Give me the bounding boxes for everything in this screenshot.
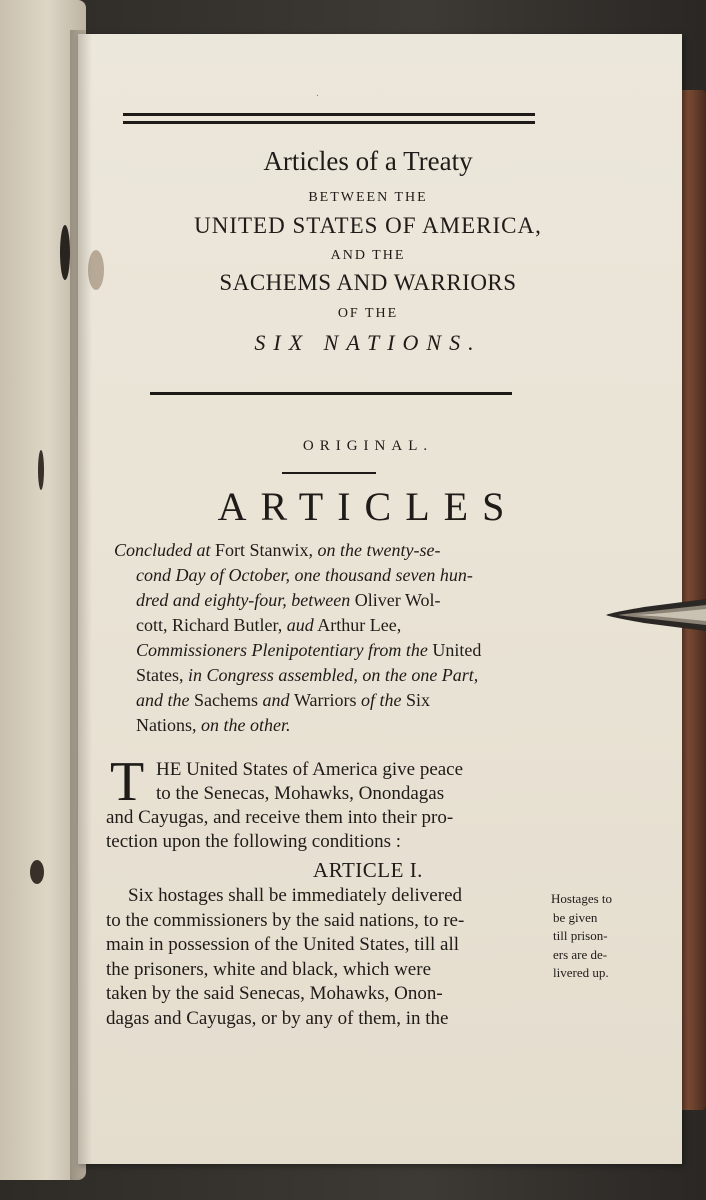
text-line bbox=[114, 613, 546, 638]
text-run: and the bbox=[136, 690, 194, 710]
text-run: in Congress assembled, on the one Part, bbox=[188, 665, 479, 685]
section-rule bbox=[150, 392, 512, 395]
text-line: Six hostages shall be immediately delivered bbox=[128, 885, 463, 906]
text-run: Six bbox=[406, 690, 431, 710]
short-rule bbox=[282, 472, 376, 474]
intro-paragraph bbox=[106, 758, 546, 854]
articles-heading: ARTICLES bbox=[217, 484, 519, 529]
title-line: BETWEEN THE bbox=[308, 190, 428, 205]
title-line: Articles of a Treaty bbox=[263, 146, 473, 176]
top-rule bbox=[123, 121, 535, 124]
text-line bbox=[114, 588, 546, 613]
article-paragraph bbox=[106, 884, 546, 1031]
text-run: cott, Richard Butler, bbox=[136, 615, 287, 635]
paper-blemish: ˑ bbox=[316, 92, 319, 103]
text-line: main in possession of the United States, till all bbox=[106, 934, 460, 955]
original-heading: ORIGINAL. bbox=[302, 438, 434, 454]
text-line bbox=[114, 538, 546, 563]
text-run: States, bbox=[136, 665, 188, 685]
text-run: aud bbox=[286, 615, 314, 635]
margin-line: ers are de- bbox=[553, 946, 608, 962]
title-line: SACHEMS AND WARRIORS bbox=[219, 270, 517, 295]
text-run: , on the twenty-se- bbox=[308, 540, 441, 560]
text-run: Nations, bbox=[136, 715, 201, 735]
margin-line: be given bbox=[553, 909, 598, 925]
text-line bbox=[114, 713, 546, 738]
margin-line: Hostages to bbox=[551, 891, 613, 906]
text-run: and bbox=[257, 690, 294, 710]
title-line: AND THE bbox=[330, 248, 406, 263]
ink-stain bbox=[60, 225, 70, 280]
text-line bbox=[114, 663, 546, 688]
margin-line: till prison- bbox=[553, 928, 608, 943]
text-line: taken by the said Senecas, Mohawks, Onon- bbox=[106, 983, 443, 1004]
title-line: SIX NATIONS. bbox=[254, 330, 482, 355]
text-run: Sachems bbox=[194, 690, 258, 710]
text-line: cond Day of October, one thousand seven hun- bbox=[136, 565, 473, 585]
text-run: dred and eighty-four, between bbox=[136, 590, 355, 610]
margin-note bbox=[551, 890, 651, 983]
text-line bbox=[114, 638, 546, 663]
margin-line: livered up. bbox=[553, 965, 609, 980]
drop-cap: T bbox=[110, 751, 145, 813]
text-line bbox=[114, 688, 546, 713]
text-line: to the commissioners by the said nations, to re- bbox=[106, 909, 465, 931]
top-rule bbox=[123, 113, 535, 116]
text-run: Arthur Lee, bbox=[313, 615, 402, 635]
text-run: Commissioners Plenipotentiary from the bbox=[136, 640, 428, 660]
title-line: UNITED STATES OF AMERICA, bbox=[194, 213, 542, 238]
title-line: OF THE bbox=[337, 306, 399, 321]
text-run: Fort Stanwix bbox=[215, 540, 309, 560]
text-run: on the other. bbox=[201, 715, 291, 735]
concluded-paragraph bbox=[114, 538, 546, 738]
text-run: Oliver Wol- bbox=[354, 590, 441, 610]
pen-nib-icon bbox=[604, 585, 706, 643]
text-line: the prisoners, white and black, which were bbox=[106, 958, 432, 980]
article-heading: ARTICLE I. bbox=[313, 858, 423, 882]
text-line: dagas and Cayugas, or by any of them, in the bbox=[106, 1007, 449, 1029]
text-line: tection upon the following conditions : bbox=[106, 831, 401, 852]
text-line: to the Senecas, Mohawks, Onondagas bbox=[156, 783, 445, 804]
text-run: of the bbox=[356, 690, 407, 710]
text-run: Concluded at bbox=[114, 540, 215, 560]
ink-stain bbox=[30, 860, 44, 884]
text-line: and Cayugas, and receive them into their pro- bbox=[106, 807, 454, 828]
text-line: HE United States of America give peace bbox=[156, 759, 464, 780]
ink-stain bbox=[38, 450, 44, 490]
text-run: United bbox=[427, 640, 482, 660]
text-run: Warriors bbox=[293, 690, 357, 710]
